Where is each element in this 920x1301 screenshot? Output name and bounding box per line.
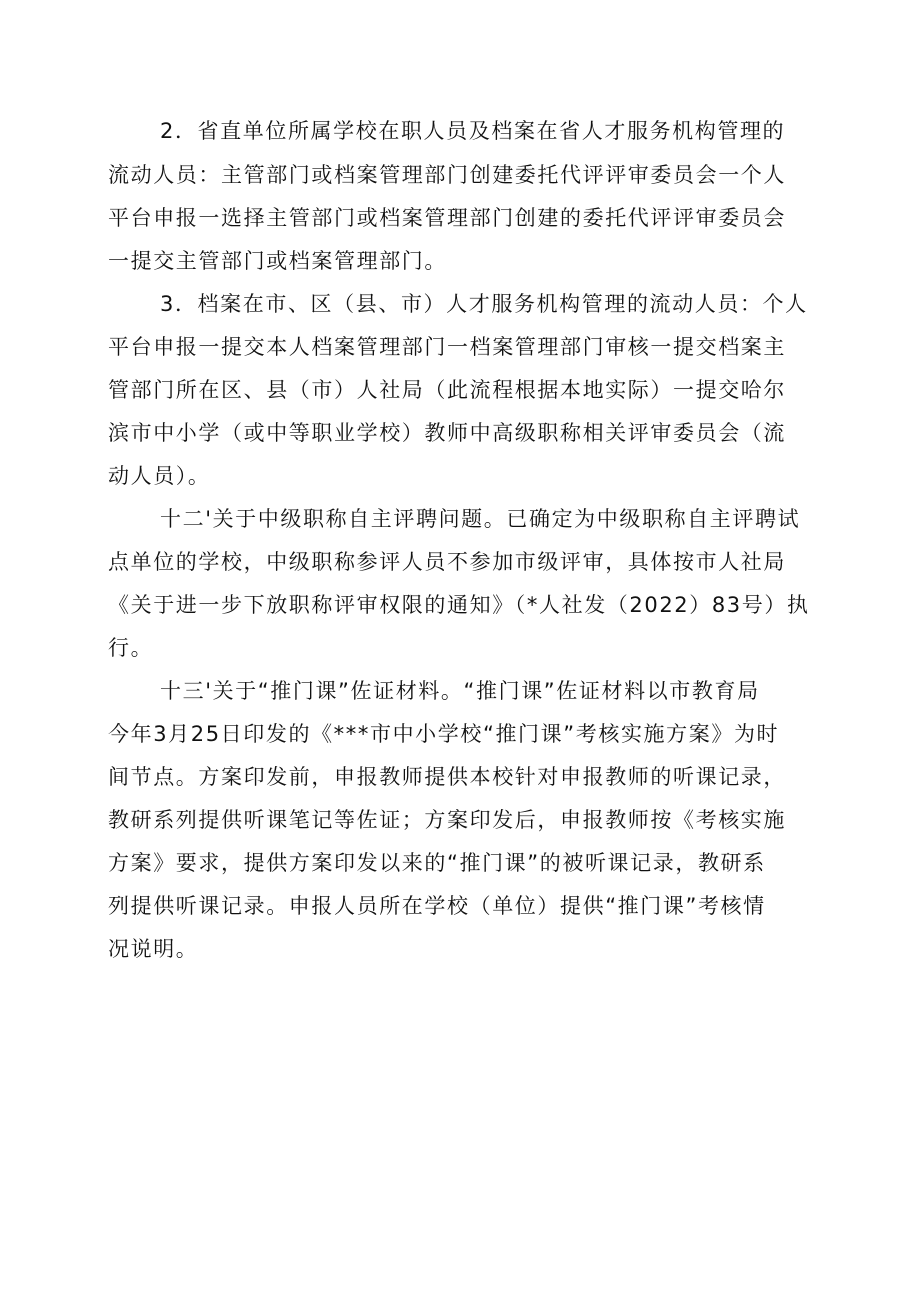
- text-line: 2．省直单位所属学校在职人员及档案在省人才服务机构管理的: [160, 119, 786, 143]
- text-line: 平台申报一提交本人档案管理部门一档案管理部门审核一提交档案主: [108, 335, 786, 359]
- text-line: 3．档案在市、区（县、市）人才服务机构管理的流动人员：个人: [160, 292, 808, 316]
- text-line: 管部门所在区、县（市）人社局（此流程根据本地实际）一提交哈尔: [108, 378, 786, 402]
- text-line: 教研系列提供听课笔记等佐证；方案印发后，申报教师按《考核实施: [108, 808, 786, 832]
- text-line: 间节点。方案印发前，申报教师提供本校针对申报教师的听课记录，: [108, 765, 786, 789]
- text-line: 一提交主管部门或档案管理部门。: [108, 249, 447, 273]
- text-line: 滨市中小学（或中等职业学校）教师中高级职称相关评审委员会（流: [108, 421, 786, 445]
- text-line: 十二'关于中级职称自主评聘问题。已确定为中级职称自主评聘试: [160, 507, 801, 531]
- text-line: 列提供听课记录。申报人员所在学校（单位）提供“推门课”考核情: [108, 894, 766, 918]
- text-line: 点单位的学校，中级职称参评人员不参加市级评审，具体按市人社局: [108, 550, 786, 574]
- text-line: 今年3月25日印发的《***市中小学校“推门课”考核实施方案》为时: [108, 722, 780, 746]
- text-line: 平台申报一选择主管部门或档案管理部门创建的委托代评评审委员会: [108, 206, 786, 230]
- text-line: 流动人员：主管部门或档案管理部门创建委托代评评审委员会一个人: [108, 163, 786, 187]
- text-line: 动人员）。: [108, 464, 211, 488]
- text-line: 行。: [108, 636, 154, 660]
- text-line: 十三'关于“推门课”佐证材料。“推门课”佐证材料以市教育局: [160, 679, 760, 703]
- text-line: 方案》要求，提供方案印发以来的“推门课”的被听课记录，教研系: [108, 851, 766, 875]
- text-line: 《关于进一步下放职称评审权限的通知》（*人社发（2022）83号）执: [108, 593, 810, 617]
- text-line: 况说明。: [108, 937, 199, 961]
